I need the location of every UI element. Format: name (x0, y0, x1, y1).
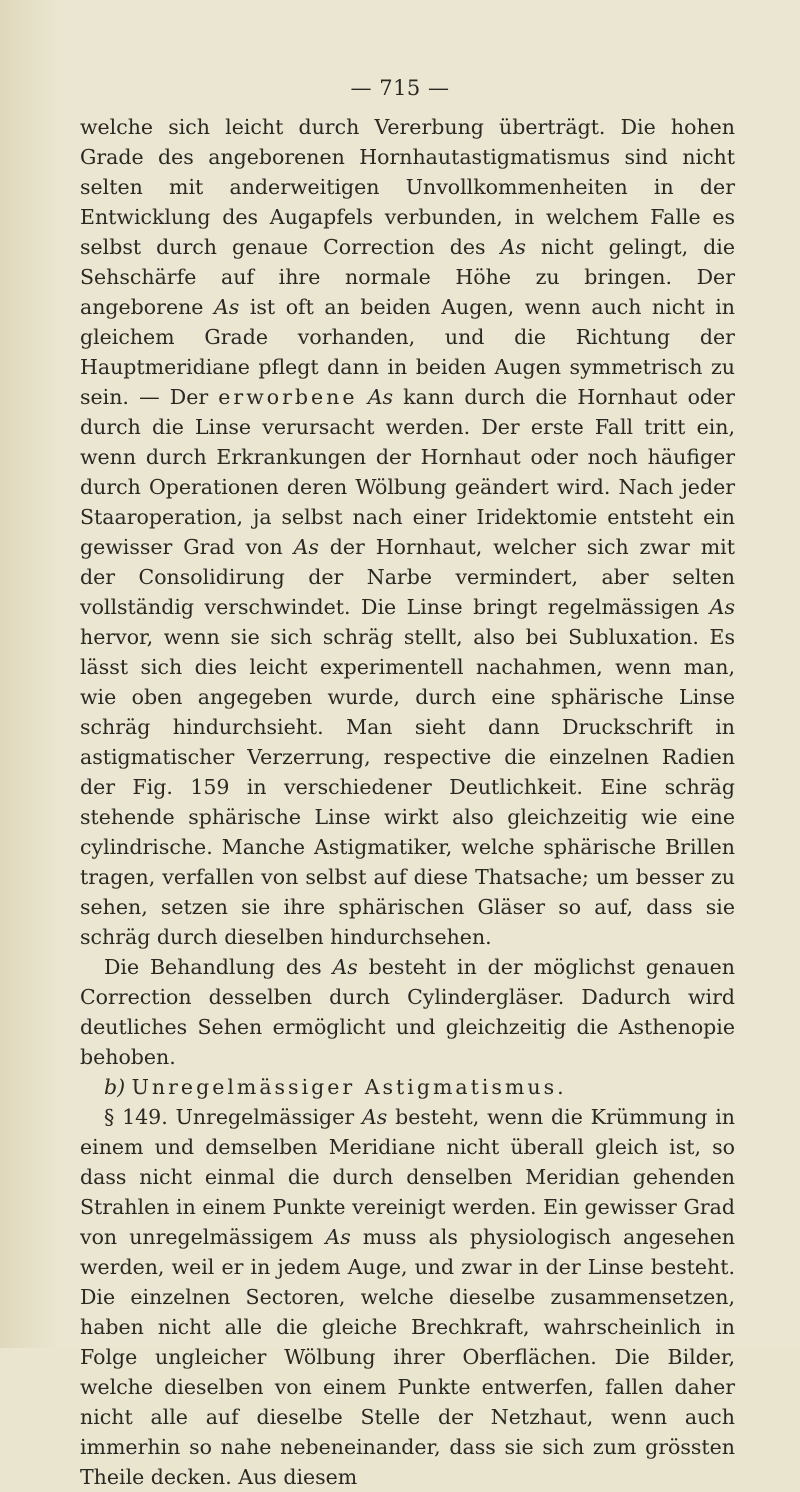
text-run: besteht in der möglichst genauen Correction desselben durch Cylindergläser. Dadurch wird deutliches Sehen ermöglicht und gleichzeitig die Asthenopie behoben. (80, 955, 735, 1069)
section-heading (80, 1072, 735, 1102)
abbrev-as: As (709, 595, 735, 619)
paragraph-2 (80, 952, 735, 1072)
text-run: kann durch die Hornhaut oder durch die Linse verursacht werden. Der erste Fall tritt ein, wenn durch Erkrankungen der Hornhaut oder noch häufiger durch Operationen deren Wölbung geändert wird. Nach jeder Staaroperation, ja selbst nach einer Iridektomie entsteht ein gewisser Grad von (80, 385, 735, 559)
abbrev-as: As (361, 1105, 388, 1129)
text-run: § 149. Unregelmässiger (104, 1105, 362, 1129)
abbrev-as: As (332, 955, 358, 979)
text-run: besteht, wenn die Krümmung in einem und demselben Meridiane nicht überall gleich ist, so dass nicht einmal die durch denselben Meridian gehenden Strahlen in einem Punkte vereinigt werden. Ein gewisser Grad von unregelmässigem (80, 1105, 735, 1249)
abbrev-as: As (367, 385, 394, 409)
text-run: ist oft an beiden Augen, wenn auch nicht in gleichem Grade vorhanden, und die Richtung der Hauptmeridiane pflegt dann in beiden Augen symmetrisch zu sein. — Der (80, 295, 735, 409)
emphasized-word: erworbene (218, 385, 358, 409)
page-number: — 715 — (350, 76, 450, 100)
abbrev-as: As (213, 295, 240, 319)
text-run: der Hornhaut, welcher sich zwar mit der Consolidirung der Narbe vermindert, aber selten vollständig verschwindet. Die Linse bringt regelmässigen (80, 535, 735, 619)
abbrev-as: As (500, 235, 526, 259)
paragraph-3 (80, 1102, 735, 1492)
heading-letter: b) (104, 1075, 126, 1099)
heading-text: Unregelmässiger Astigmatismus. (131, 1075, 567, 1099)
abbrev-as: As (325, 1225, 351, 1249)
text-run: welche sich leicht durch Vererbung überträgt. Die hohen Grade des angeborenen Hornhautastigmatismus sind nicht selten mit anderweitigen Unvollkommenheiten in der Entwicklung des Augapfels verbunden, in welchem Falle es selbst durch genaue Correction des (80, 115, 735, 259)
paragraph-1 (80, 112, 735, 952)
text-run: nicht gelingt, die Sehschärfe auf ihre normale Höhe zu bringen. Der angeborene (80, 235, 735, 319)
text-run: muss als physiologisch angesehen werden, weil er in jedem Auge, und zwar in der Linse besteht. Die einzelnen Sectoren, welche dieselbe zusammensetzen, haben nicht alle die gleiche Brechkraft, wahrscheinlich in Folge ungleicher Wölbung ihrer Oberflächen. Die Bilder, welche dieselben von einem Punkte entwerfen, fallen daher nicht alle auf dieselbe Stelle der Netzhaut, wenn auch immerhin so nahe nebeneinander, dass sie sich zum grössten Theile decken. Aus diesem (80, 1225, 735, 1489)
abbrev-as: As (293, 535, 319, 559)
text-run: Die Behandlung des (104, 955, 333, 979)
text-run: hervor, wenn sie sich schräg stellt, also bei Subluxation. Es lässt sich dies leicht experimentell nachahmen, wenn man, wie oben angegeben wurde, durch eine sphärische Linse schräg hindurchsieht. Man sieht dann Druckschrift in astigmatischer Verzerrung, respective die einzelnen Radien der Fig. 159 in verschiedener Deutlichkeit. Eine schräg stehende sphärische Linse wirkt also gleichzeitig wie eine cylindrische. Manche Astigmatiker, welche sphärische Brillen tragen, verfallen von selbst auf diese Thatsache; um besser zu sehen, setzen sie ihre sphärischen Gläser so auf, dass sie schräg durch dieselben hindurchsehen. (80, 625, 735, 949)
body-text (80, 112, 735, 1492)
